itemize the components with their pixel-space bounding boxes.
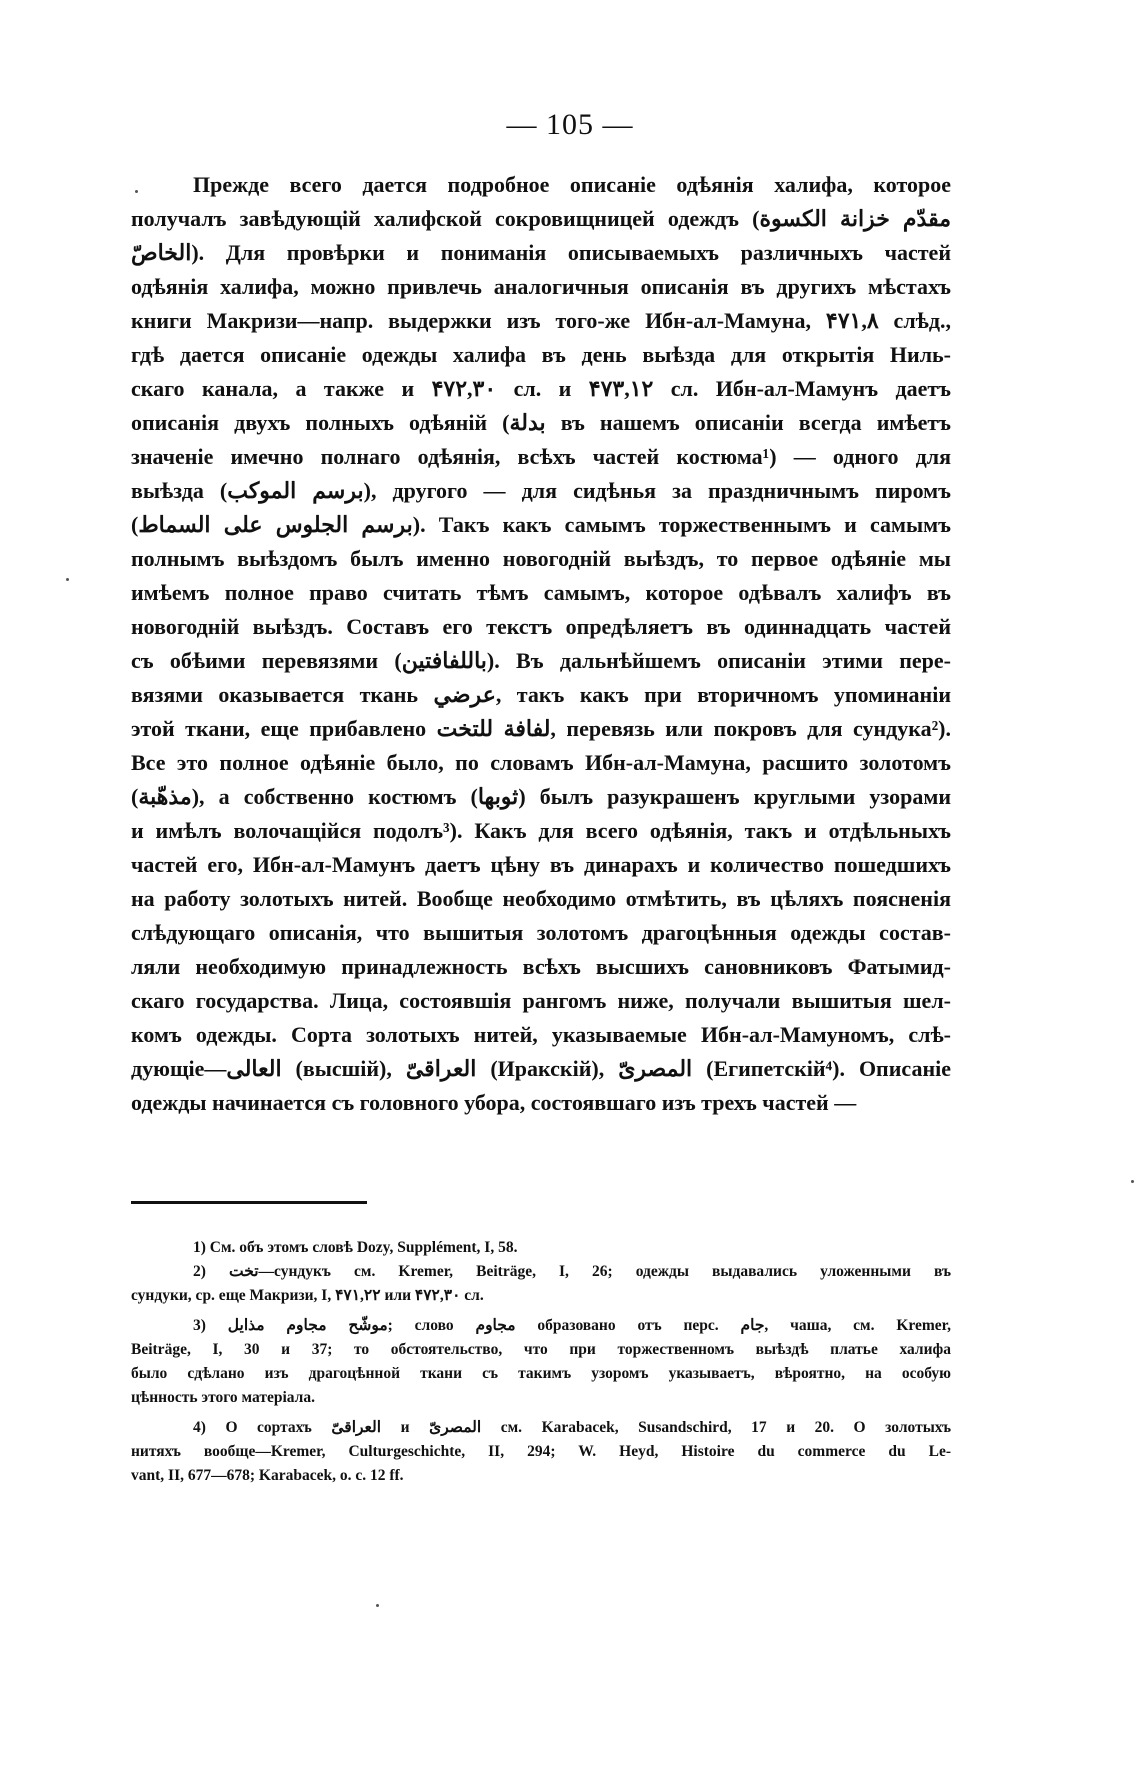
text-line: одежды начинается съ головного убора, состоявшаго изъ трехъ частей — xyxy=(131,1090,857,1115)
footnote-line: цѣнность этого матеріала. xyxy=(131,1389,315,1406)
text-line: (برسم الجلوس على السماط). Такъ какъ самымъ торжественнымъ и самымъ xyxy=(131,512,951,537)
text-line: (مذهّبة), а собственно костюмъ (ثوبها) былъ разукрашенъ круглыми узорами xyxy=(131,784,951,809)
text-line: вязями оказывается ткань عرضي, такъ какъ при вторичномъ упоминаніи xyxy=(131,682,951,707)
scan-speck xyxy=(1131,1180,1134,1183)
footnote-line: 3) موشّح مجاوم مذايل; слово مجاوم образовано отъ перс. جام, чаша, см. Kremer, xyxy=(193,1317,951,1334)
text-line: на работу золотыхъ нитей. Вообще необходимо отмѣтить, въ цѣляхъ поясненія xyxy=(131,886,951,911)
footnote-2 xyxy=(131,1260,951,1308)
text-line: Прежде всего дается подробное описаніе одѣянія халифа, которое xyxy=(193,172,951,197)
footnote-4 xyxy=(131,1416,951,1488)
footnote-1 xyxy=(131,1236,951,1260)
footnote-line: сундуки, ср. еще Макризи, I, ۴۷۱,۲۲ или ۴۷۲,۳۰ сл. xyxy=(131,1287,484,1304)
text-line: скаго канала, а также и ۴۷۲,۳۰ сл. и ۴۷۳,۱۲ сл. Ибн-ал-Мамунъ даетъ xyxy=(131,376,951,401)
footnote-line: нитяхъ вообще—Kremer, Culturgeschichte, II, 294; W. Heyd, Histoire du commerce du Le- xyxy=(131,1443,951,1460)
text-line: съ обѣими перевязями (باللفافتين). Въ дальнѣйшемъ описаніи этими пере- xyxy=(131,648,951,673)
footnote-line: Beiträge, I, 30 и 37; то обстоятельство, что при торжественномъ выѣздѣ платье халифа xyxy=(131,1341,951,1358)
text-line: слѣдующаго описанія, что вышитыя золотомъ драгоцѣнныя одежды состав- xyxy=(131,920,951,945)
footnotes xyxy=(131,1236,951,1488)
scan-speck xyxy=(135,190,138,193)
text-line: الخاصّ). Для провѣрки и пониманія описываемыхъ различныхъ частей xyxy=(131,240,951,265)
text-line: получалъ завѣдующій халифской сокровищницей одеждъ (مقدّم خزانة الكسوة xyxy=(131,206,951,231)
scan-speck xyxy=(66,578,69,581)
text-line: комъ одежды. Сорта золотыхъ нитей, указываемые Ибн-ал-Мамуномъ, слѣ- xyxy=(131,1022,951,1047)
footnote-line: было сдѣлано изъ драгоцѣнной ткани съ такимъ узоромъ указываетъ, вѣроятно, на особую xyxy=(131,1365,951,1382)
text-line: гдѣ дается описаніе одежды халифа въ день выѣзда для открытія Ниль- xyxy=(131,342,951,367)
text-line: одѣянія халифа, можно привлечь аналогичныя описанія въ другихъ мѣстахъ xyxy=(131,274,951,299)
footnote-3 xyxy=(131,1314,951,1410)
text-line: частей его, Ибн-ал-Мамунъ даетъ цѣну въ динарахъ и количество пошедшихъ xyxy=(131,852,951,877)
scan-speck xyxy=(376,1604,379,1607)
text-line: выѣзда (برسم الموكب), другого — для сидѣнья за праздничнымъ пиромъ xyxy=(131,478,951,503)
text-line: книги Макризи—напр. выдержки изъ того-же Ибн-ал-Мамуна, ۴۷۱,۸ слѣд., xyxy=(131,308,951,333)
footnote-line: 1) См. объ этомъ словѣ Dozy, Supplément, I, 58. xyxy=(193,1239,518,1256)
text-line: ляли необходимую принадлежность всѣхъ высшихъ сановниковъ Фатымид- xyxy=(131,954,951,979)
text-line: описанія двухъ полныхъ одѣяній (بدلة въ нашемъ описаніи всегда имѣетъ xyxy=(131,410,951,435)
footnote-line: vant, II, 677—678; Karabacek, o. c. 12 ff. xyxy=(131,1467,404,1484)
text-line: полнымъ выѣздомъ былъ именно новогодній выѣздъ, то первое одѣяніе мы xyxy=(131,546,951,571)
footnote-line: 4) О сортахъ العراقىّ и المصرىّ см. Karabacek, Susandschird, 17 и 20. О золотыхъ xyxy=(193,1419,951,1436)
text-line: Все это полное одѣяніе было, по словамъ Ибн-ал-Мамуна, расшито золотомъ xyxy=(131,750,951,775)
text-line: этой ткани, еще прибавлено لفافة للتخت, перевязь или покровъ для сундука²). xyxy=(131,716,951,741)
text-line: дующіе—العالى (высшій), العراقىّ (Иракскій), المصرىّ (Египетскій⁴). Описаніе xyxy=(131,1056,951,1081)
text-line: скаго государства. Лица, состоявшія рангомъ ниже, получали вышитыя шел- xyxy=(131,988,951,1013)
main-text xyxy=(131,168,951,1120)
text-line: имѣемъ полное право считать тѣмъ самымъ, которое одѣвалъ халифъ въ xyxy=(131,580,951,605)
text-line: новогодній выѣздъ. Составъ его текстъ опредѣляетъ въ одиннадцать частей xyxy=(131,614,951,639)
text-line: и имѣлъ волочащійся подолъ³). Какъ для всего одѣянія, такъ и отдѣльныхъ xyxy=(131,818,951,843)
page-number: — 105 — xyxy=(506,108,634,141)
text-line: значеніе имечно полнаго одѣянія, всѣхъ частей костюма¹) — одного для xyxy=(131,444,951,469)
footnote-rule xyxy=(131,1201,367,1204)
footnote-line: 2) تخت—сундукъ см. Kremer, Beiträge, I, 26; одежды выдавались уложенными въ xyxy=(193,1263,951,1280)
